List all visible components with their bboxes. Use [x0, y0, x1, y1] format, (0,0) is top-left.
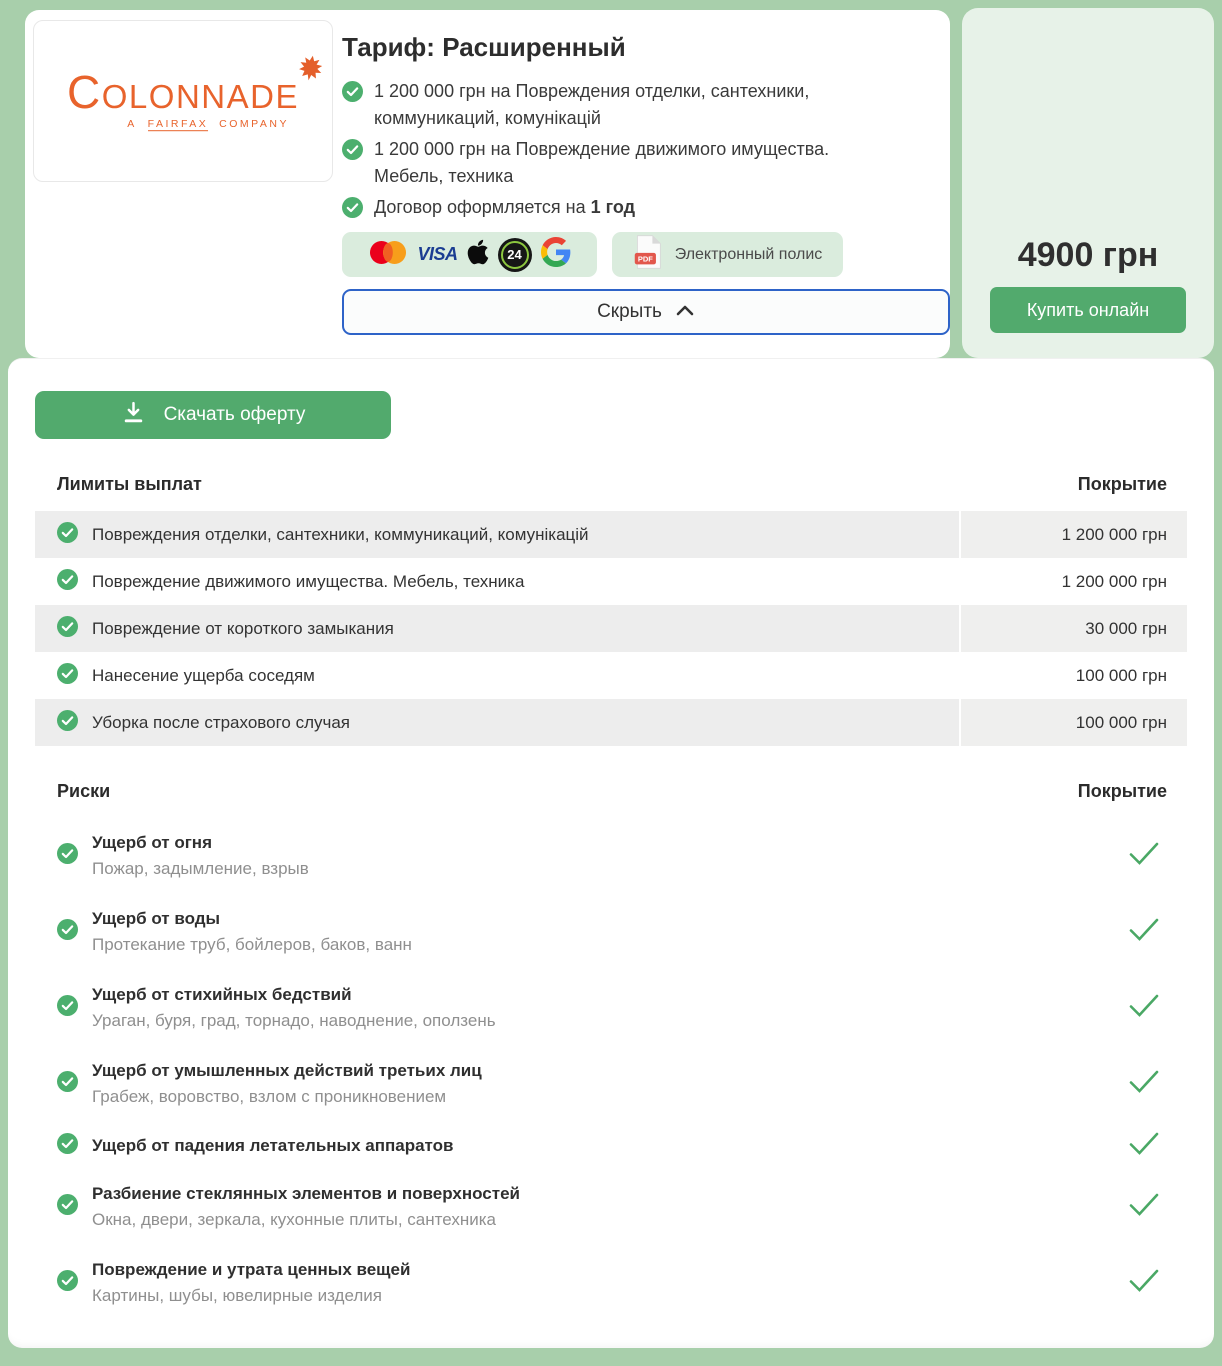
table-row	[35, 605, 1187, 652]
privat24-icon: 24	[498, 238, 532, 272]
row-check-circle-icon	[57, 1194, 78, 1220]
download-icon	[121, 400, 146, 431]
limits-section	[35, 474, 1187, 746]
risks-section	[35, 781, 1187, 1321]
payment-methods-badge	[342, 232, 597, 277]
row-label: Повреждение движимого имущества. Мебель, техника	[92, 571, 525, 591]
risk-title: Ущерб от стихийных бедствий	[92, 985, 352, 1004]
risk-row	[35, 1122, 1187, 1169]
risk-title: Разбиение стеклянных элементов и поверхностей	[92, 1184, 520, 1203]
brand-logo-box	[33, 20, 333, 182]
risk-title: Повреждение и утрата ценных вещей	[92, 1260, 411, 1279]
risk-row	[35, 970, 1187, 1046]
benefit-text: 1 200 000 грн на Повреждение движимого имущества. Мебель, техника	[374, 139, 830, 186]
risk-title: Ущерб от огня	[92, 833, 212, 852]
row-check-circle-icon	[57, 1270, 78, 1296]
price-panel	[962, 8, 1214, 358]
benefit-list	[342, 78, 954, 223]
coverage-check-icon	[1129, 1070, 1159, 1098]
check-circle-icon	[342, 139, 363, 190]
mastercard-icon	[368, 240, 408, 270]
visa-icon: VISA	[417, 244, 458, 264]
risk-subtitle: Ураган, буря, град, торнадо, наводнение, оползень	[92, 1011, 496, 1030]
row-label: Нанесение ущерба соседям	[92, 665, 315, 685]
risk-subtitle: Картины, шубы, ювелирные изделия	[92, 1286, 382, 1305]
risk-row	[35, 1046, 1187, 1122]
risk-subtitle: Грабеж, воровство, взлом с проникновением	[92, 1087, 447, 1106]
risk-subtitle: Пожар, задымление, взрыв	[92, 859, 309, 878]
row-label: Уборка после страхового случая	[92, 712, 351, 732]
risk-row	[35, 1245, 1187, 1321]
limits-coverage-header: Покрытие	[1077, 474, 1167, 494]
table-row	[35, 558, 1187, 605]
row-value: 1 200 000 грн	[1061, 571, 1167, 591]
row-check-circle-icon	[57, 569, 78, 595]
hide-button[interactable]	[342, 289, 950, 335]
coverage-check-icon	[1129, 842, 1159, 870]
limits-section-title: Лимиты выплат	[57, 474, 202, 494]
row-check-circle-icon	[57, 1071, 78, 1097]
maple-leaf-icon	[292, 52, 328, 92]
tagline-company: COMPANY	[219, 117, 289, 130]
chevron-up-icon	[675, 301, 695, 323]
main-card	[8, 358, 1214, 1348]
price-amount: 4900 грн	[1017, 236, 1159, 274]
coverage-check-icon	[1129, 1132, 1159, 1160]
benefit-bold-term: 1 год	[590, 197, 636, 217]
row-value: 1 200 000 грн	[961, 511, 1187, 558]
risk-subtitle: Окна, двери, зеркала, кухонные плиты, сантехника	[92, 1210, 496, 1229]
table-row	[35, 652, 1187, 699]
google-icon	[541, 237, 571, 272]
risk-row	[35, 894, 1187, 970]
row-check-circle-icon	[57, 710, 78, 736]
row-check-circle-icon	[57, 1133, 78, 1159]
risks-section-title: Риски	[57, 781, 111, 801]
brand-wordmark: COLONNADE	[67, 66, 299, 119]
check-circle-icon	[342, 81, 363, 132]
risk-row	[35, 1169, 1187, 1245]
benefit-item	[342, 136, 954, 190]
risks-coverage-header: Покрытие	[1077, 781, 1167, 801]
row-check-circle-icon	[57, 663, 78, 689]
row-label: Повреждение от короткого замыкания	[92, 618, 394, 638]
badges-row	[342, 232, 843, 277]
risk-title: Ущерб от умышленных действий третьих лиц	[92, 1061, 482, 1080]
limits-table	[35, 511, 1187, 746]
check-circle-icon	[342, 197, 363, 223]
benefit-item	[342, 194, 954, 223]
tariff-title: Тариф: Расширенный	[342, 32, 626, 62]
tariff-card	[25, 10, 950, 358]
row-value: 100 000 грн	[1075, 665, 1167, 685]
risks-table	[35, 818, 1187, 1321]
risk-title: Ущерб от падения летательных аппаратов	[92, 1135, 454, 1155]
row-value: 100 000 грн	[961, 699, 1187, 746]
coverage-check-icon	[1129, 918, 1159, 946]
hide-button-label: Скрыть	[597, 301, 662, 322]
download-offer-label: Скачать оферту	[163, 404, 306, 425]
row-check-circle-icon	[57, 843, 78, 869]
epolicy-label: Электронный полис	[674, 245, 823, 263]
row-label: Повреждения отделки, сантехники, коммуникаций, комунікацій	[92, 524, 589, 544]
benefit-text: Договор оформляется на 1 год	[374, 197, 636, 217]
table-row	[35, 511, 1187, 558]
table-row	[35, 699, 1187, 746]
coverage-check-icon	[1129, 1269, 1159, 1297]
risk-subtitle: Протекание труб, бойлеров, баков, ванн	[92, 935, 412, 954]
row-check-circle-icon	[57, 995, 78, 1021]
benefit-text: 1 200 000 грн на Повреждения отделки, сантехники, коммуникаций, комунікацій	[374, 81, 810, 128]
row-check-circle-icon	[57, 616, 78, 642]
epolicy-badge	[612, 232, 843, 277]
coverage-check-icon	[1129, 994, 1159, 1022]
benefit-item	[342, 78, 954, 132]
tagline-a: A	[127, 117, 137, 130]
buy-online-button[interactable]: Купить онлайн	[990, 287, 1186, 333]
tariff-info	[342, 10, 954, 227]
coverage-check-icon	[1129, 1193, 1159, 1221]
risk-title: Ущерб от воды	[92, 909, 221, 928]
row-value: 30 000 грн	[961, 605, 1187, 652]
brand-tagline	[67, 118, 299, 130]
row-check-circle-icon	[57, 919, 78, 945]
pdf-icon	[633, 234, 663, 275]
pdf-label: PDF	[637, 254, 653, 264]
tagline-fairfax: FAIRFAX	[147, 117, 209, 130]
risk-row	[35, 818, 1187, 894]
apple-icon	[467, 238, 489, 271]
download-offer-button[interactable]	[35, 391, 391, 439]
row-check-circle-icon	[57, 522, 78, 548]
